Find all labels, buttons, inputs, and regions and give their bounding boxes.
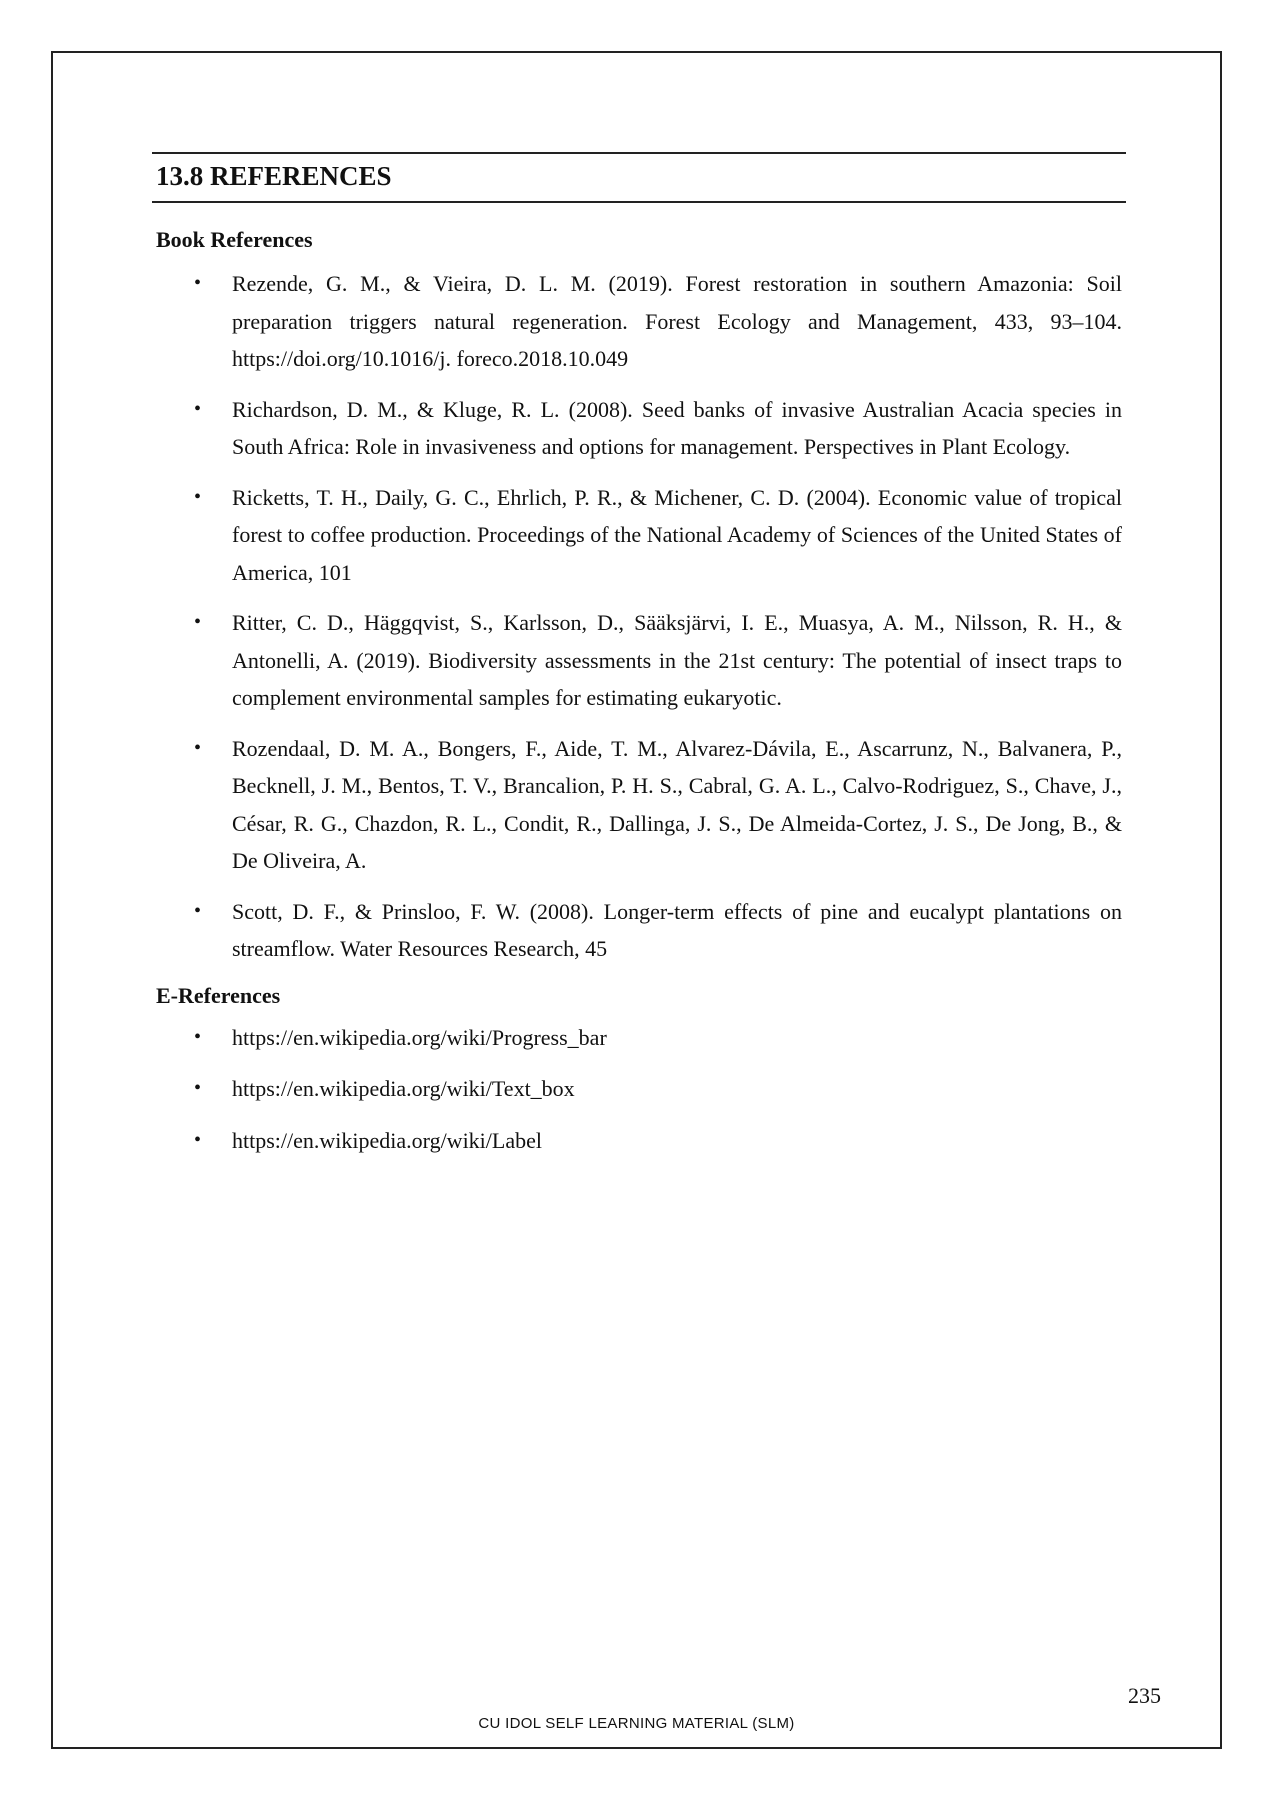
bullet-icon: • <box>194 272 202 294</box>
reference-item <box>152 604 1126 717</box>
reference-text: Ricketts, T. H., Daily, G. C., Ehrlich, P. R., & Michener, C. D. (2004). Economic value of tropical forest to coffee production. Proceedings of the National Academy of Sciences of the United States of America, 101 <box>232 484 1122 585</box>
e-references-list <box>152 1019 1126 1160</box>
e-references-heading: E-References <box>156 982 281 1008</box>
reference-text: Rozendaal, D. M. A., Bongers, F., Aide, T. M., Alvarez-Dávila, E., Ascarrunz, N., Balvanera, P., Becknell, J. M., Bentos, T. V., Brancalion, P. H. S., Cabral, G. A. L., Calvo-Rodriguez, S., Chave, J., César, R. G., Chazdon, R. L., Condit, R., Dallinga, J. S., De Almeida-Cortez, J. S., De Jong, B., & De Oliveira, A. <box>232 735 1122 873</box>
book-references-list <box>152 265 1126 968</box>
bullet-icon: • <box>194 1128 202 1151</box>
page-content <box>152 152 1126 1173</box>
bullet-icon: • <box>194 1077 202 1099</box>
section-title: 13.8 REFERENCES <box>156 161 392 191</box>
e-reference-link: https://en.wikipedia.org/wiki/Label <box>232 1127 542 1153</box>
e-reference-link: https://en.wikipedia.org/wiki/Text_box <box>232 1076 575 1101</box>
page-number: 235 <box>1128 1683 1161 1708</box>
e-reference-link: https://en.wikipedia.org/wiki/Progress_bar <box>232 1024 607 1050</box>
reference-item <box>152 265 1126 378</box>
e-reference-item <box>152 1070 1126 1108</box>
book-references-heading: Book References <box>156 227 313 252</box>
reference-item <box>152 479 1126 592</box>
bullet-icon: • <box>194 397 202 420</box>
e-reference-item <box>152 1019 1126 1057</box>
reference-text: Scott, D. F., & Prinsloo, F. W. (2008). Longer-term effects of pine and eucalypt plantations on streamflow. Water Resources Research, 45 <box>232 898 1122 961</box>
reference-text: Richardson, D. M., & Kluge, R. L. (2008). Seed banks of invasive Australian Acacia species in South Africa: Role in invasiveness and options for management. Perspectives in Plant Ecology. <box>232 396 1122 459</box>
reference-item <box>152 893 1126 968</box>
section-heading-block <box>152 152 1126 203</box>
reference-text: Ritter, C. D., Häggqvist, S., Karlsson, D., Sääksjärvi, I. E., Muasya, A. M., Nilsson, R. H., & Antonelli, A. (2019). Biodiversity assessments in the 21st century: The potential of insect traps to complement environmental samples for estimating eukaryotic. <box>232 610 1122 710</box>
reference-item <box>152 730 1126 880</box>
e-reference-item <box>152 1122 1126 1160</box>
bullet-icon: • <box>194 611 202 633</box>
bullet-icon: • <box>194 485 202 508</box>
footer-text: CU IDOL SELF LEARNING MATERIAL (SLM) <box>478 1715 795 1732</box>
bullet-icon: • <box>194 899 202 922</box>
reference-item <box>152 391 1126 466</box>
reference-text: Rezende, G. M., & Vieira, D. L. M. (2019). Forest restoration in southern Amazonia: Soil preparation triggers natural regeneration. Forest Ecology and Management, 433, 93–104. https://doi.org/10.1016/j. foreco.2018.10.049 <box>232 271 1122 371</box>
bullet-icon: • <box>194 736 202 759</box>
bullet-icon: • <box>194 1025 202 1048</box>
